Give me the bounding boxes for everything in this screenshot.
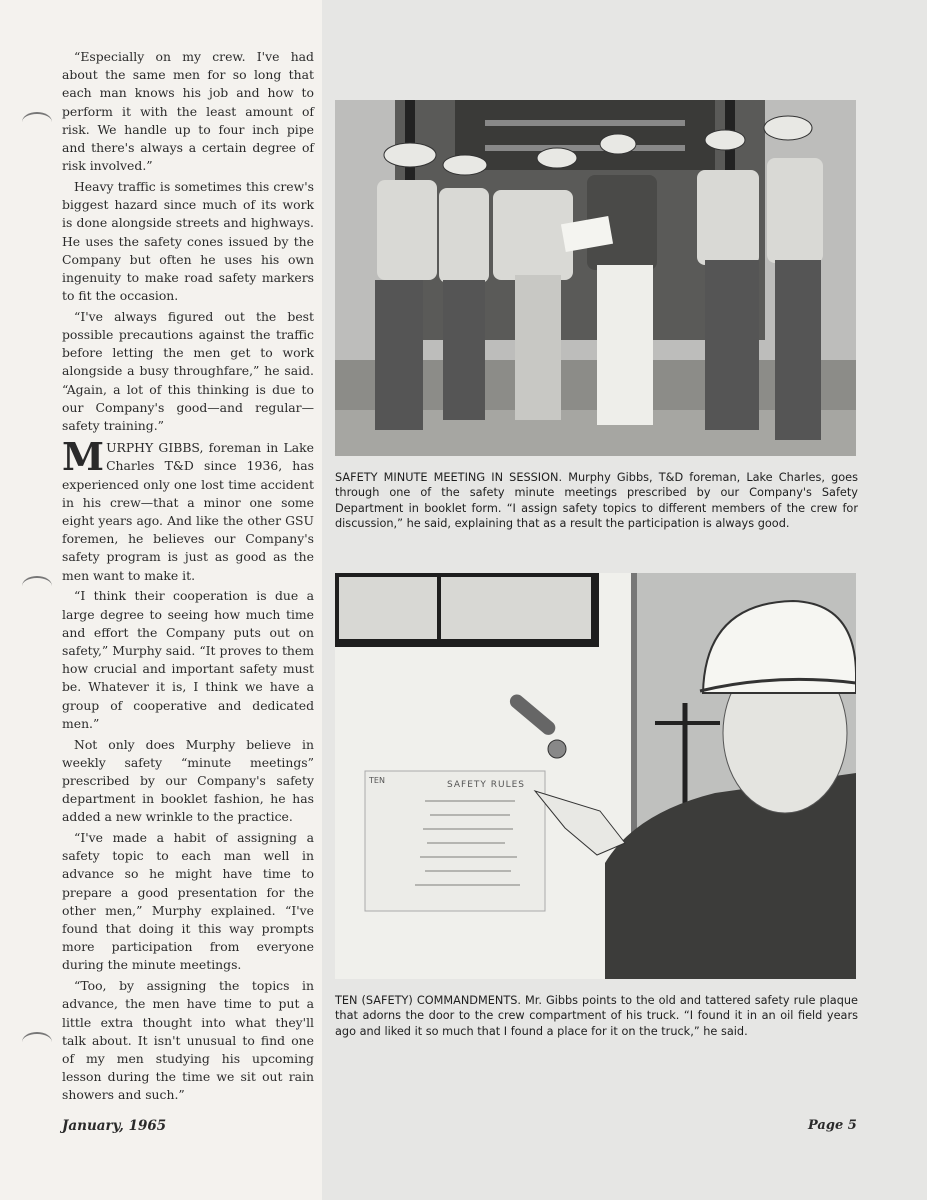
safety-plaque-photo <box>335 573 856 979</box>
article-paragraph <box>62 434 314 585</box>
article-paragraph: “I think their cooperation is due a large degree to seeing how much time and effort the Company puts out on safety,” Murphy said. “It proves to them how crucial and important safety must be. Whatever it is, I think we have a group of cooperative and dedicated men.” <box>62 588 314 731</box>
photo-caption-meeting <box>335 470 858 531</box>
drop-cap: M <box>62 434 105 480</box>
punch-hole-mark <box>22 1032 52 1052</box>
caption-body: Murphy Gibbs, T&D foreman, Lake Charles, goes through one of the safety minute meetings prescribed by our Company's Safety Department in booklet form. “I assign safety topics to different members of the crew for discussion,” he said, explaining that as a result the participation is always good. <box>335 471 858 530</box>
punch-hole-mark <box>22 112 52 132</box>
article-paragraph: Not only does Murphy believe in weekly safety “minute meetings” prescribed by our Company's safety department in booklet fashion, he has added a new wrinkle to the practice. <box>62 736 314 825</box>
article-paragraph: “Too, by assigning the topics in advance, the men have time to put a little extra thought into what they'll talk about. It isn't unusual to find one of my men studying his upcoming lesson during the time we sit out rain showers and such.” <box>62 978 314 1103</box>
crew-meeting-photo <box>335 100 856 456</box>
article-paragraph-text: URPHY GIBBS, foreman in Lake Charles T&D since 1936, has experienced only one lost time accident in his crew—that a minor one some eight years ago. And like the other GSU foremen, he believes our Company's safety program is just as good as the men want to make it. <box>62 440 314 583</box>
issue-date: January, 1965 <box>62 1118 167 1134</box>
punch-hole-mark <box>22 576 52 596</box>
caption-title: SAFETY MINUTE MEETING IN SESSION. <box>335 471 563 484</box>
article-paragraph: Heavy traffic is sometimes this crew's biggest hazard since much of its work is done alongside streets and highways. He uses the safety cones issued by the Company but often he uses his own ingenuity to make road safety markers to fit the occasion. <box>62 178 314 304</box>
article-column <box>62 48 314 1107</box>
plaque-ten-label: TEN <box>369 776 385 785</box>
caption-title: TEN (SAFETY) COMMANDMENTS. <box>335 994 521 1007</box>
article-paragraph: “Especially on my crew. I've had about the same men for so long that each man knows his job and how to perform it with the least amount of risk. We handle up to four inch pipe and there's always a certain degree of risk involved.” <box>62 49 314 174</box>
page-number: Page 5 <box>808 1118 857 1133</box>
article-paragraph: “I've made a habit of assigning a safety topic to each man well in advance so he might have time to prepare a good presentation for the other men,” Murphy explained. “I've found that doing it this way prompts more participation from everyone during the minute meetings. <box>62 830 314 973</box>
plaque-title: SAFETY RULES <box>447 780 526 790</box>
article-paragraph: “I've always figured out the best possible precautions against the traffic before letting the men get to work alongside a busy throughfare,” he said. “Again, a lot of this thinking is due to our Company's good—and regular—safety training.” <box>62 308 314 434</box>
photo-caption-plaque <box>335 993 858 1039</box>
caption-body: Mr. Gibbs points to the old and tattered safety rule plaque that adorns the door to the crew compartment of his truck. “I found it in an oil field years ago and liked it so much that I found a place for it on the truck,” he said. <box>335 994 858 1038</box>
